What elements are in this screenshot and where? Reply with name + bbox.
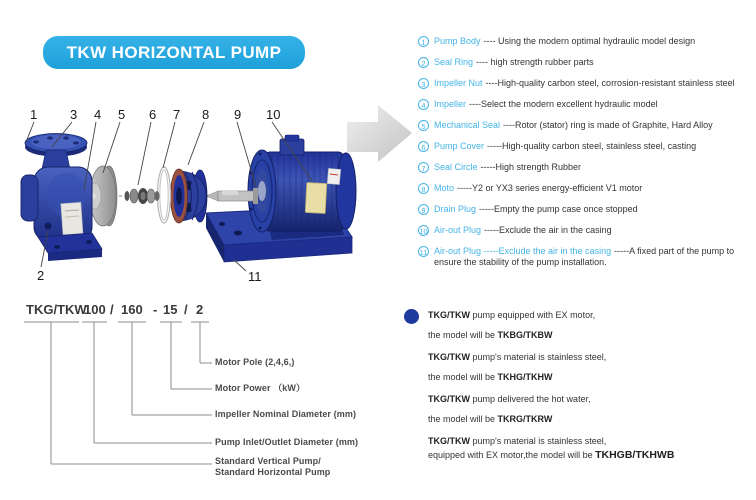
model-code-inlet: 100 <box>84 302 106 317</box>
part-name: Mechanical Seal <box>434 120 501 130</box>
o-ring-illustration <box>158 167 171 223</box>
part-number-badge: 1 <box>418 36 429 47</box>
callout-8: 8 <box>202 107 210 122</box>
part-number-badge: 7 <box>418 162 429 173</box>
pump-cover-illustration <box>171 169 208 223</box>
list-item <box>418 120 754 131</box>
part-desc: -----Exclude the air in the casing <box>484 225 612 235</box>
part-number-badge: 2 <box>418 57 429 68</box>
page-title: TKW HORIZONTAL PUMP <box>66 42 282 62</box>
model-label-standard-pump: Standard Vertical Pump/ Standard Horizontal Pump <box>215 456 331 477</box>
part-desc: -----A fixed part of the pump to ensure the stability of the pump installation. <box>434 246 735 267</box>
note-line: the model will be TKHG/TKHW <box>428 372 553 382</box>
model-label-impeller-diameter: Impeller Nominal Diameter (mm) <box>215 409 357 419</box>
callout-1: 1 <box>30 107 38 122</box>
part-number-badge: 8 <box>418 183 429 194</box>
note-line: the model will be TKRG/TKRW <box>428 414 553 424</box>
part-name: Air-out Plug <box>434 225 482 235</box>
note-line: the model will be TKBG/TKBW <box>428 330 553 340</box>
bullet-dot-icon <box>404 309 419 324</box>
note-line: TKG/TKW pump delivered the hot water, <box>428 394 591 404</box>
part-number-badge: 5 <box>418 120 429 131</box>
list-item <box>418 246 754 268</box>
part-number-badge: 11 <box>419 248 428 257</box>
part-desc: -----Y2 or YX3 series energy-efficient V1 motor <box>457 183 643 193</box>
part-desc: -----High strength Rubber <box>480 162 582 172</box>
pump-body-illustration <box>21 134 102 262</box>
motor-illustration <box>248 135 356 240</box>
part-desc: ---- high strength rubber parts <box>476 57 594 67</box>
title-ribbon <box>43 36 305 69</box>
model-label-motor-pole: Motor Pole (2,4,6,) <box>215 357 295 367</box>
part-number-badge: 4 <box>418 99 429 110</box>
part-name: Pump Body <box>434 36 481 46</box>
part-name: Moto <box>434 183 455 193</box>
callout-10: 10 <box>266 107 281 122</box>
part-name: Seal Circle <box>434 162 478 172</box>
part-name: Drain Plug <box>434 204 477 214</box>
part-desc: ---- Using the modern optimal hydraulic model design <box>483 36 696 46</box>
model-label-motor-power: Motor Power （kW） <box>215 383 306 393</box>
callout-4: 4 <box>94 107 102 122</box>
list-item <box>418 99 754 110</box>
model-label-inlet-outlet: Pump Inlet/Outlet Diameter (mm) <box>215 437 359 447</box>
model-code-leader-lines <box>0 300 400 500</box>
part-number-badge: 3 <box>418 78 429 89</box>
model-code-power: 15 <box>163 302 178 317</box>
part-desc: -----Empty the pump case once stopped <box>479 204 638 214</box>
model-code-sep: / <box>184 302 188 317</box>
list-item <box>418 141 754 152</box>
part-desc: -----High-quality carbon steel, stainless steel, casting <box>487 141 697 151</box>
part-number-badge: 10 <box>419 227 428 236</box>
model-code-impeller: 160 <box>121 302 143 317</box>
callout-2: 2 <box>37 268 45 283</box>
list-item <box>418 183 754 194</box>
mechanical-seal-illustration <box>114 188 160 204</box>
part-name: Pump Cover <box>434 141 485 151</box>
note-line: TKG/TKW pump's material is stainless steel, <box>428 436 607 446</box>
pump-exploded-diagram <box>10 95 430 295</box>
parts-list <box>418 36 754 278</box>
model-code-sep: - <box>153 302 158 317</box>
list-item <box>418 78 754 89</box>
part-name: Impeller <box>434 99 467 109</box>
part-desc: ----Rotor (stator) ring is made of Graphite, Hard Alloy <box>503 120 713 130</box>
note-line: TKG/TKW pump's material is stainless steel, <box>428 352 607 362</box>
note-line: TKG/TKW pump equipped with EX motor, <box>428 310 596 320</box>
part-number-badge: 6 <box>418 141 429 152</box>
model-code-prefix: TKG/TKW <box>26 302 87 317</box>
list-item <box>418 36 754 47</box>
ex-motor-notes <box>428 309 750 461</box>
callout-9: 9 <box>234 107 242 122</box>
callout-6: 6 <box>149 107 157 122</box>
callout-3: 3 <box>70 107 78 122</box>
part-desc: ----Select the modern excellent hydraulic model <box>469 99 658 109</box>
part-number-badge: 9 <box>418 204 429 215</box>
list-item <box>418 162 754 173</box>
model-code-pole: 2 <box>196 302 204 317</box>
block-arrow-right-icon <box>347 105 412 162</box>
model-code-sep: / <box>110 302 114 317</box>
callout-7: 7 <box>173 107 181 122</box>
part-desc: ----High-quality carbon steel, corrosion-resistant stainless steel <box>485 78 735 88</box>
note-line: equipped with EX motor,the model will be TKHGB/TKHWB <box>428 449 675 461</box>
list-item <box>418 204 754 215</box>
part-name: Impeller Nut <box>434 78 483 88</box>
part-name: Air-out Plug -----Exclude the air in the casing <box>434 246 612 256</box>
list-item <box>418 225 754 236</box>
callout-11: 11 <box>248 269 262 284</box>
part-name: Seal Ring <box>434 57 474 67</box>
list-item <box>418 57 754 68</box>
impeller-illustration <box>89 166 117 226</box>
callout-5: 5 <box>118 107 126 122</box>
